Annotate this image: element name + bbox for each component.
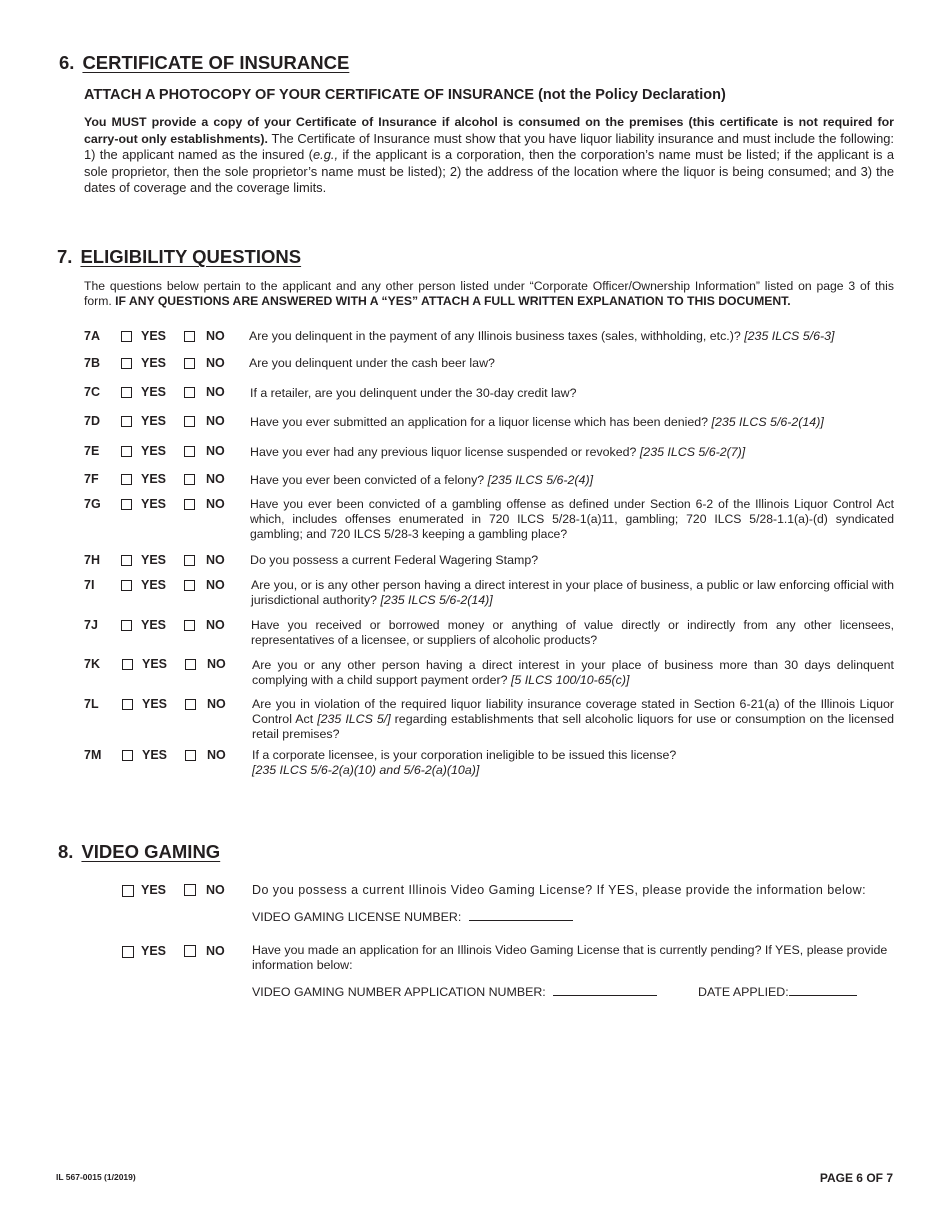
video-license-number-field[interactable] [469, 908, 573, 921]
section-8-title: VIDEO GAMING [81, 841, 221, 862]
question-text [251, 618, 894, 648]
question-citation: [235 ILCS 5/6-2(14)] [380, 592, 493, 607]
no-checkbox[interactable] [185, 750, 196, 761]
question-citation: [235 ILCS 5/6-3] [744, 329, 835, 343]
form-id: IL 567-0015 (1/2019) [56, 1172, 136, 1182]
question-text [250, 497, 894, 541]
yes-label: YES [141, 329, 167, 343]
no-checkbox[interactable] [184, 387, 195, 398]
no-checkbox[interactable] [184, 580, 195, 591]
video-pending-question: Have you made an application for an Illinois Video Gaming License that is currently pending? If YES, please provide information below: [252, 943, 888, 972]
yes-label: YES [141, 356, 167, 370]
date-applied-field[interactable] [789, 983, 857, 996]
yes-label: YES [142, 748, 168, 762]
section-6-heading [59, 52, 349, 74]
certificate-body-eg: e.g., [312, 147, 339, 163]
no-checkbox[interactable] [184, 555, 195, 566]
no-label: NO [206, 618, 225, 632]
video-application-number-row [252, 983, 657, 999]
question-id: 7D [84, 414, 100, 428]
question-id: 7L [84, 697, 99, 711]
no-checkbox[interactable] [184, 620, 195, 631]
question-body-cont: regarding establishments that sell alcoholic liquors for use or consumption on the licensed retail premises? [252, 711, 895, 741]
yes-checkbox[interactable] [121, 331, 132, 342]
question-text [250, 553, 894, 568]
no-label: NO [206, 497, 225, 511]
video-application-number-label: VIDEO GAMING NUMBER APPLICATION NUMBER: [252, 985, 546, 999]
no-checkbox[interactable] [184, 416, 195, 427]
question-body: Have you ever been convicted of a felony? [250, 473, 488, 487]
yes-checkbox[interactable] [121, 580, 132, 591]
yes-label: YES [141, 472, 167, 486]
question-id: 7A [84, 329, 100, 343]
video-license-question: Do you possess a current Illinois Video Gaming License? If YES, please provide the information below: [252, 883, 867, 897]
video-pending-yes-checkbox[interactable] [122, 946, 134, 958]
question-text [252, 748, 896, 778]
no-label: NO [207, 697, 226, 711]
question-body: Are you in violation of the required liquor liability insurance coverage stated in Section 6-21(a) of the Illinois Liquor Control Act [252, 697, 894, 726]
no-label: NO [206, 329, 225, 343]
video-application-number-field[interactable] [553, 983, 657, 996]
question-text [249, 356, 893, 371]
question-citation: [235 ILCS 5/] [317, 711, 391, 726]
question-text [250, 386, 894, 401]
question-text [251, 578, 894, 608]
question-id: 7M [84, 748, 102, 762]
question-body: Are you delinquent in the payment of any Illinois business taxes (sales, withholding, etc.)? [249, 329, 745, 343]
yes-label: YES [141, 444, 167, 458]
yes-label: YES [141, 385, 167, 399]
yes-checkbox[interactable] [122, 750, 133, 761]
no-label: NO [206, 472, 225, 486]
yes-checkbox[interactable] [121, 358, 132, 369]
eligibility-intro-text: The questions below pertain to the applicant and any other person listed under “Corporate Officer/Ownership Information” listed on page 3 of this form. [84, 279, 894, 308]
question-id: 7C [84, 385, 100, 399]
no-checkbox[interactable] [184, 358, 195, 369]
question-body: Are you delinquent under the cash beer law? [249, 356, 495, 370]
no-label: NO [207, 748, 226, 762]
question-body: Have you ever submitted an application for a liquor license which has been denied? [250, 415, 712, 429]
attach-heading: ATTACH A PHOTOCOPY OF YOUR CERTIFICATE OF INSURANCE (not the Policy Declaration) [84, 87, 726, 103]
question-text [250, 445, 894, 460]
question-id: 7G [84, 497, 101, 511]
certificate-body-2: if the applicant is a corporation, then the corporation’s name must be listed; if the applicant is a sole proprietor, then the sole proprietor’s name must be listed); 2) the address of the location where the liquor is being consumed; and 3) the dates of coverage and the coverage limits. [84, 147, 894, 196]
video-license-no-checkbox[interactable] [184, 884, 196, 896]
yes-checkbox[interactable] [121, 620, 132, 631]
question-id: 7E [84, 444, 100, 458]
video-license-number-label: VIDEO GAMING LICENSE NUMBER: [252, 910, 462, 924]
yes-checkbox[interactable] [122, 659, 133, 670]
video-license-number-row [252, 908, 573, 924]
yes-label: YES [142, 657, 168, 671]
question-id: 7H [84, 553, 100, 567]
question-citation: [235 ILCS 5/6-2(4)] [487, 473, 594, 487]
question-text [250, 473, 894, 488]
yes-checkbox[interactable] [121, 416, 132, 427]
question-body: Have you ever been convicted of a gambling offense as defined under Section 6-2 of the Illinois Liquor Control Act which, includes offenses enumerated in 720 ILCS 5/28-1(a)11, gambling; 720 ILCS 5/28-1.1(a)-(d) syndicated gambling; and 720 ILCS 5/28-3 keeping a gambling place? [250, 497, 894, 541]
yes-label: YES [141, 414, 167, 428]
no-label: NO [206, 414, 225, 428]
yes-checkbox[interactable] [122, 699, 133, 710]
date-applied-label: DATE APPLIED: [698, 985, 789, 999]
section-6-number: 6. [59, 52, 75, 73]
yes-label: YES [141, 944, 167, 958]
no-checkbox[interactable] [185, 699, 196, 710]
yes-checkbox[interactable] [121, 499, 132, 510]
eligibility-intro [84, 279, 894, 309]
yes-checkbox[interactable] [121, 474, 132, 485]
question-text [249, 329, 893, 344]
section-8-number: 8. [58, 841, 74, 862]
yes-checkbox[interactable] [121, 446, 132, 457]
question-text [252, 697, 894, 741]
certificate-instructions [84, 114, 894, 197]
question-body: Have you ever had any previous liquor license suspended or revoked? [250, 445, 640, 459]
no-checkbox[interactable] [184, 331, 195, 342]
question-text [252, 658, 894, 688]
question-citation: [235 ILCS 5/6-2(a)(10) and 5/6-2(a)(10a)] [252, 762, 480, 777]
question-text [250, 415, 894, 430]
video-license-yes-checkbox[interactable] [122, 885, 134, 897]
question-body: If a corporate licensee, is your corporation ineligible to be issued this license? [252, 748, 677, 762]
no-label: NO [206, 944, 225, 958]
section-7-title: ELIGIBILITY QUESTIONS [80, 246, 302, 267]
question-id: 7K [84, 657, 100, 671]
page-number: PAGE 6 OF 7 [819, 1171, 893, 1185]
no-label: NO [206, 883, 225, 897]
section-8-heading [58, 841, 220, 863]
yes-label: YES [141, 497, 167, 511]
question-citation: [235 ILCS 5/6-2(7)] [639, 445, 746, 459]
section-7-heading [57, 246, 301, 268]
question-id: 7B [84, 356, 100, 370]
question-body: Do you possess a current Federal Wagering Stamp? [250, 553, 539, 567]
certificate-body-1: The Certificate of Insurance must show that you have liquor liability insurance and must include the following: 1) the applicant named as the insured ( [84, 130, 895, 163]
question-citation: [5 ILCS 100/10-65(c)] [510, 672, 630, 687]
no-label: NO [206, 444, 225, 458]
no-label: NO [206, 578, 225, 592]
section-7-number: 7. [57, 246, 73, 267]
no-checkbox[interactable] [185, 659, 196, 670]
question-body: Are you or any other person having a direct interest in your place of business more than 30 days delinquent complying with a child support payment order? [252, 658, 894, 687]
yes-label: YES [141, 553, 167, 567]
yes-label: YES [141, 618, 167, 632]
yes-checkbox[interactable] [121, 387, 132, 398]
question-citation: [235 ILCS 5/6-2(14)] [711, 415, 824, 429]
yes-label: YES [142, 697, 168, 711]
certificate-requirement-bold: You MUST provide a copy of your Certificate of Insurance if alcohol is consumed on the premises (this certificate is not required for carry-out only establishments). [84, 115, 894, 146]
question-id: 7F [84, 472, 99, 486]
yes-label: YES [141, 883, 167, 897]
no-label: NO [207, 657, 226, 671]
question-body: Have you received or borrowed money or anything of value directly or indirectly from any other licensees, representatives of a licensee, or suppliers of alcoholic products? [251, 618, 894, 647]
no-label: NO [206, 553, 225, 567]
question-id: 7J [84, 618, 98, 632]
eligibility-intro-bold: IF ANY QUESTIONS ARE ANSWERED WITH A “YES” ATTACH A FULL WRITTEN EXPLANATION TO THIS DOCUMENT. [115, 293, 791, 308]
video-pending-no-checkbox[interactable] [184, 945, 196, 957]
date-applied-row [698, 983, 857, 999]
yes-checkbox[interactable] [121, 555, 132, 566]
no-checkbox[interactable] [184, 474, 195, 485]
yes-label: YES [141, 578, 167, 592]
no-checkbox[interactable] [184, 499, 195, 510]
no-label: NO [206, 385, 225, 399]
question-id: 7I [84, 578, 95, 592]
no-checkbox[interactable] [184, 446, 195, 457]
section-6-title: CERTIFICATE OF INSURANCE [82, 52, 350, 73]
no-label: NO [206, 356, 225, 370]
question-body: Are you, or is any other person having a direct interest in your place of business, a public or law enforcing official with jurisdictional authority? [251, 578, 894, 607]
question-body: If a retailer, are you delinquent under the 30-day credit law? [250, 386, 577, 400]
